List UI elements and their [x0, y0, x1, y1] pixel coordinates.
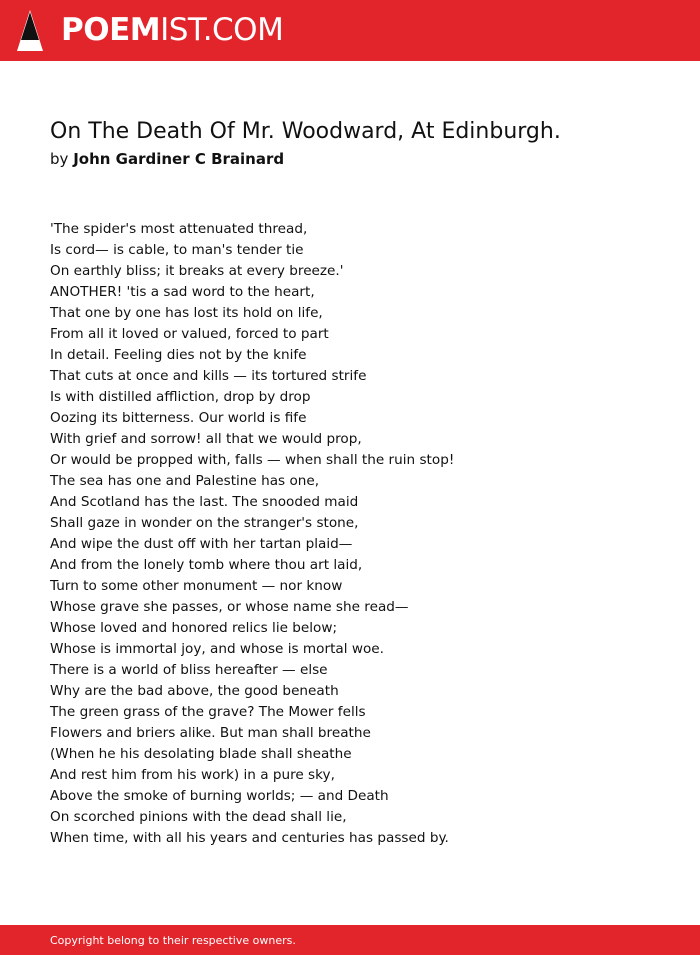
poem-line: Turn to some other monument — nor know [50, 578, 343, 594]
poem-line: Oozing its bitterness. Our world is fife [50, 410, 307, 426]
byline [50, 149, 284, 169]
poem-line: Flowers and briers alike. But man shall breathe [50, 725, 371, 741]
poem-line: And rest him from his work) in a pure sky, [50, 767, 335, 783]
poem-line: Whose grave she passes, or whose name she read— [50, 599, 409, 615]
by-label: by [50, 150, 69, 168]
poem-line: There is a world of bliss hereafter — else [50, 662, 328, 678]
poem-line: Shall gaze in wonder on the stranger's stone, [50, 515, 359, 531]
poem-line: On scorched pinions with the dead shall lie, [50, 809, 347, 825]
poem-line: (When he his desolating blade shall sheathe [50, 746, 352, 762]
poem-line: Whose is immortal joy, and whose is mortal woe. [50, 641, 384, 657]
poem-line: Above the smoke of burning worlds; — and Death [50, 788, 389, 804]
poem-line: And from the lonely tomb where thou art laid, [50, 557, 363, 573]
poem-line: When time, with all his years and centuries has passed by. [50, 830, 449, 846]
poem-line: Is cord— is cable, to man's tender tie [50, 242, 304, 258]
poem-line: And wipe the dust off with her tartan plaid— [50, 536, 353, 552]
poem-line: 'The spider's most attenuated thread, [50, 221, 308, 237]
poem-line: The sea has one and Palestine has one, [50, 473, 320, 489]
site-logo[interactable] [61, 12, 283, 48]
poem-title: On The Death Of Mr. Woodward, At Edinburgh. [50, 119, 561, 144]
poem-line: The green grass of the grave? The Mower fells [50, 704, 366, 720]
copyright-text: Copyright belong to their respective owners. [50, 934, 296, 947]
poem-body [50, 219, 670, 849]
pencil-logo-icon[interactable] [17, 10, 43, 51]
poem-line: From all it loved or valued, forced to part [50, 326, 329, 342]
poem-line: In detail. Feeling dies not by the knife [50, 347, 307, 363]
poem-line: Why are the bad above, the good beneath [50, 683, 339, 699]
site-footer [0, 925, 700, 955]
site-header [0, 0, 700, 61]
poem-line: ANOTHER! 'tis a sad word to the heart, [50, 284, 315, 300]
poem-line: That one by one has lost its hold on life, [50, 305, 323, 321]
poem-line: With grief and sorrow! all that we would prop, [50, 431, 362, 447]
poem-line: That cuts at once and kills — its tortured strife [50, 368, 367, 384]
poem-line: And Scotland has the last. The snooded maid [50, 494, 359, 510]
poem-line: On earthly bliss; it breaks at every breeze.' [50, 263, 344, 279]
poem-line: Is with distilled affliction, drop by drop [50, 389, 311, 405]
author-name: John Gardiner C Brainard [73, 150, 285, 168]
poem-line: Whose loved and honored relics lie below; [50, 620, 338, 636]
poem-line: Or would be propped with, falls — when shall the ruin stop! [50, 452, 455, 468]
logo-bold-text: POEM [61, 12, 161, 48]
logo-light-text: IST.COM [160, 12, 284, 48]
